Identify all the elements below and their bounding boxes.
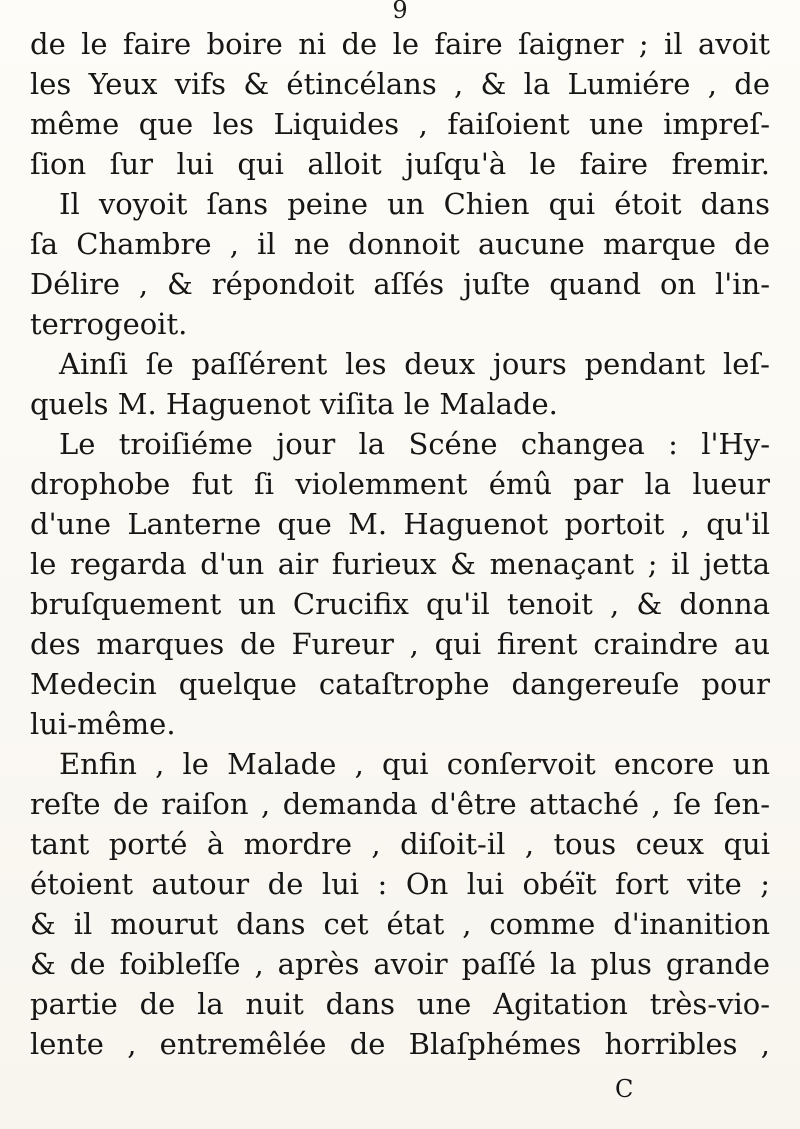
text-line: tant porté à mordre , diſoit-il , tous ceux qui xyxy=(30,827,770,861)
text-line: & de foibleſſe , après avoir paſſé la plus grande xyxy=(30,947,770,981)
text-line: lui-même. xyxy=(30,707,176,741)
text-line: ſion ſur lui qui alloit juſqu'à le faire fremir. xyxy=(30,147,770,181)
text-line: ſa Chambre , il ne donnoit aucune marque de xyxy=(30,227,770,261)
text-line: lente , entremêlée de Blaſphémes horribles , xyxy=(30,1027,770,1061)
text-line: étoient autour de lui : On lui obéït fort vite ; xyxy=(30,867,770,901)
text-line: terrogeoit. xyxy=(30,307,188,341)
text-line: bruſquement un Crucifix qu'il tenoit , & donna xyxy=(30,587,770,621)
signature-letter: C xyxy=(615,1075,634,1103)
page-number: 9 xyxy=(392,0,408,24)
text-line: quels M. Haguenot viſita le Malade. xyxy=(30,387,558,421)
text-line: d'une Lanterne que M. Haguenot portoit , qu'il xyxy=(30,507,770,541)
text-line: les Yeux vifs & étincélans , & la Lumiére , de xyxy=(30,67,770,101)
text-line: Ainſi ſe paſſérent les deux jours pendant leſ- xyxy=(59,347,770,381)
text-line: Enfin , le Malade , qui conſervoit encore un xyxy=(59,747,770,781)
text-line: le regarda d'un air furieux & menaçant ; il jetta xyxy=(30,547,770,581)
text-line: partie de la nuit dans une Agitation très-vio- xyxy=(30,987,770,1021)
text-line: reſte de raiſon , demanda d'être attaché , ſe ſen- xyxy=(30,787,770,821)
text-line: des marques de Fureur , qui firent craindre au xyxy=(30,627,770,661)
text-line: même que les Liquides , faiſoient une impreſ- xyxy=(30,107,770,141)
text-line: Délire , & répondoit aſſés juſte quand on l'in- xyxy=(30,267,770,301)
text-line: de le faire boire ni de le faire ſaigner ; il avoit xyxy=(30,27,770,61)
text-line: & il mourut dans cet état , comme d'inanition xyxy=(30,907,770,941)
text-line: drophobe fut ſi violemment émû par la lueur xyxy=(30,467,770,501)
text-line: Medecin quelque cataſtrophe dangereuſe pour xyxy=(30,667,770,701)
text-line: Le troiſiéme jour la Scéne changea : l'Hy- xyxy=(59,427,770,461)
text-line: Il voyoit ſans peine un Chien qui étoit dans xyxy=(59,187,770,221)
